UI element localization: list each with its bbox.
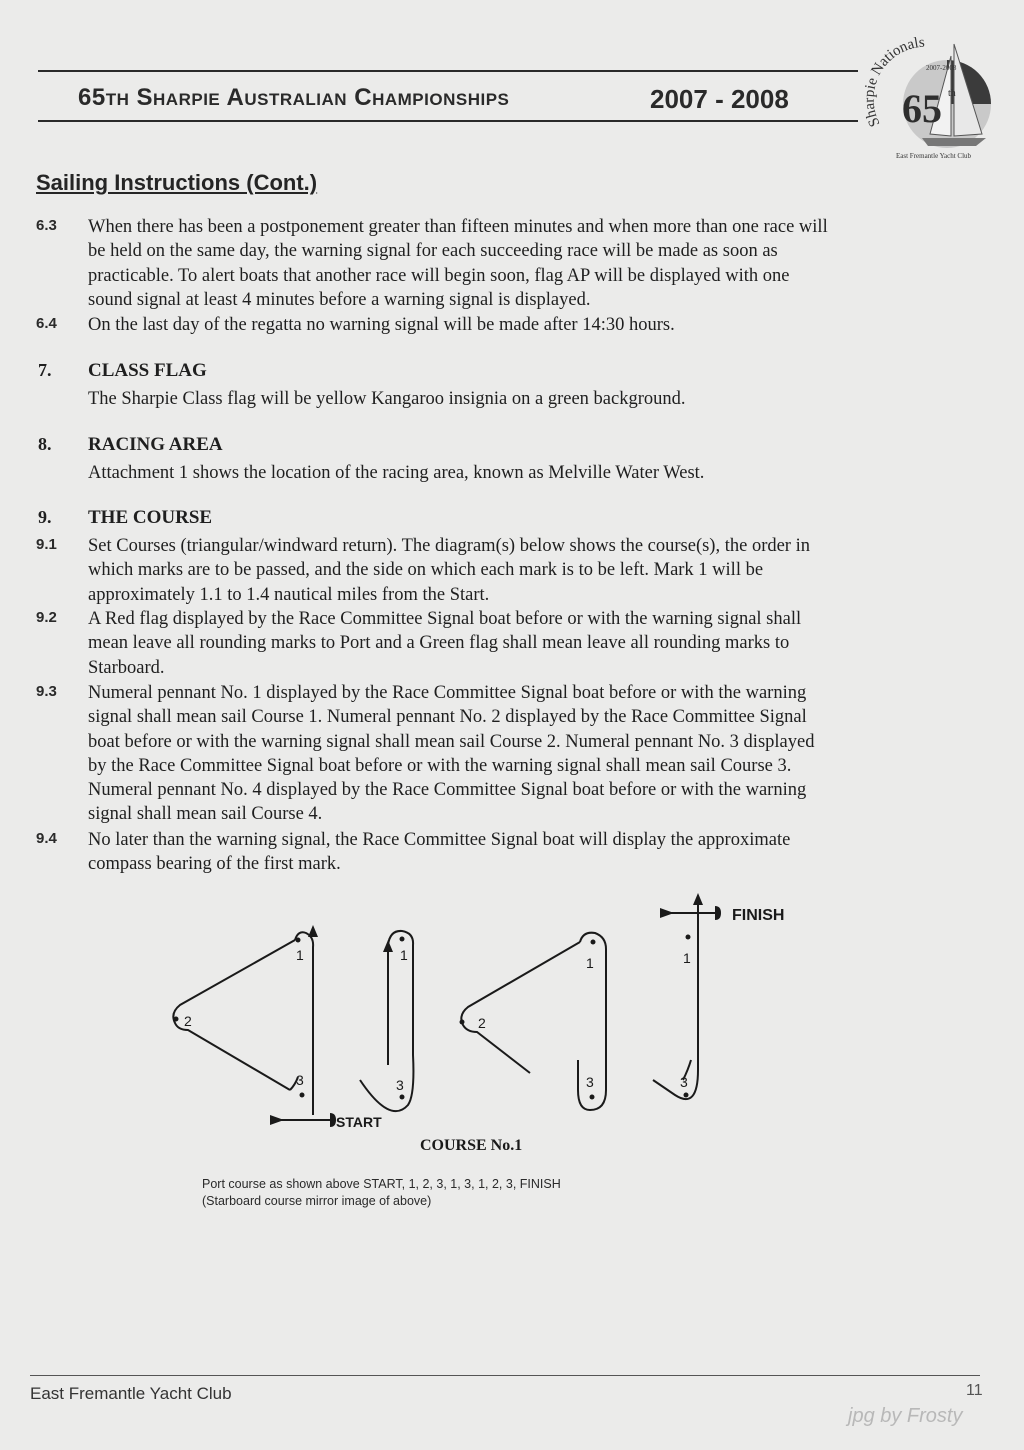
text-line: A Red flag displayed by the Race Committee Signal boat before or with the warning signal shall <box>88 609 802 629</box>
text-line: which marks are to be passed, and the side on which each mark is to be left. Mark 1 will be <box>88 560 764 581</box>
footer-rule <box>30 1375 980 1376</box>
text-line: boat before or with the warning signal shall mean sail Course 2. Numeral pennant No. 3 displayed <box>88 731 815 752</box>
logo-number-suffix: th <box>948 88 956 99</box>
text-line: No later than the warning signal, the Race Committee Signal boat will display the approximate <box>88 830 791 850</box>
item-9-4-text <box>88 828 948 877</box>
logo-number: 65 <box>902 86 942 131</box>
item-number: 8. <box>38 434 52 454</box>
text-line: Numeral pennant No. 4 displayed by the Race Committee Signal boat before or with the warning <box>88 780 807 801</box>
start-pin-icon <box>270 1115 284 1125</box>
mark-label-3: 3 <box>296 1072 304 1088</box>
header-rule-top <box>38 70 858 72</box>
course-note-line-1: Port course as shown above START, 1, 2, 3, 1, 3, 1, 2, 3, FINISH <box>202 1177 561 1191</box>
mark-label-3: 3 <box>396 1077 404 1093</box>
text-line: Numeral pennant No. 1 displayed by the Race Committee Signal boat before or with the warning <box>88 683 807 703</box>
text-line: be held on the same day, the warning signal for each succeeding race will be made as soon as <box>88 241 778 262</box>
logo-club-name: East Fremantle Yacht Club <box>896 152 972 160</box>
item-number: 9. <box>38 507 52 527</box>
arrow-head <box>693 893 703 905</box>
logo-arc-text: Sharpie Nationals <box>862 36 926 130</box>
mark-label-2: 2 <box>184 1013 192 1029</box>
watermark: jpg by Frosty <box>848 1405 963 1427</box>
item-heading: CLASS FLAG <box>88 360 207 381</box>
text-line: The Sharpie Class flag will be yellow Kangaroo insignia on a green background. <box>88 389 686 409</box>
text-line: signal shall mean sail Course 1. Numeral pennant No. 2 displayed by the Race Committee Signal <box>88 707 807 728</box>
item-number: 9.2 <box>36 609 57 626</box>
course-caption: COURSE No.1 <box>420 1137 523 1154</box>
item-number: 9.4 <box>36 830 57 847</box>
logo-years: 2007-2008 <box>926 64 957 72</box>
mark-label-1: 1 <box>400 947 408 963</box>
item-9-1-text <box>88 534 948 607</box>
item-6-3-text <box>88 215 948 312</box>
item-heading: RACING AREA <box>88 434 223 455</box>
finish-boat-icon <box>715 906 721 920</box>
section-heading: Sailing Instructions (Cont.) <box>36 170 318 195</box>
text-line: mean leave all rounding marks to Port and a Green flag shall mean leave all rounding marks to <box>88 633 790 654</box>
text-line: practicable. To alert boats that another race will begin soon, flag AP will be displayed with one <box>88 265 790 286</box>
mark-label-1: 1 <box>296 947 304 963</box>
header-rule-bottom <box>38 120 858 122</box>
mark-label-3: 3 <box>680 1074 688 1090</box>
footer-club-name: East Fremantle Yacht Club <box>30 1384 232 1403</box>
mark-label-1: 1 <box>586 955 594 971</box>
course-diagram <box>150 885 830 1180</box>
text-line: On the last day of the regatta no warning signal will be made after 14:30 hours. <box>88 315 675 335</box>
text-line: sound signal at least 4 minutes before a warning signal is displayed. <box>88 289 591 310</box>
text-line: When there has been a postponement greater than fifteen minutes and when more than one race will <box>88 217 828 237</box>
arrow-head <box>383 940 393 952</box>
item-8-text <box>88 461 948 485</box>
item-7-text <box>88 387 948 411</box>
item-number: 9.3 <box>36 683 57 700</box>
text-line: approximately 1.1 to 1.4 nautical miles from the Start. <box>88 584 490 605</box>
text-line: by the Race Committee Signal boat before or with the warning signal shall mean sail Course 3. <box>88 755 792 776</box>
start-label: START <box>336 1114 382 1130</box>
text-line: signal shall mean sail Course 4. <box>88 804 323 825</box>
page-header-title: 65th Sharpie Australian Championships <box>78 84 510 111</box>
finish-label: FINISH <box>732 907 785 924</box>
page-number: 11 <box>966 1382 983 1399</box>
item-9-2-text <box>88 607 948 680</box>
text-line: Starboard. <box>88 657 165 678</box>
item-number: 6.4 <box>36 315 57 332</box>
mark-label-3: 3 <box>586 1074 594 1090</box>
item-6-4-text <box>88 313 948 337</box>
item-9-3-text <box>88 681 948 827</box>
finish-pin-icon <box>660 908 674 918</box>
arrow-head <box>308 925 318 937</box>
mark-label-1: 1 <box>683 950 691 966</box>
text-line: Attachment 1 shows the location of the racing area, known as Melville Water West. <box>88 463 705 483</box>
text-line: Set Courses (triangular/windward return). The diagram(s) below shows the course(s), the order in <box>88 536 810 556</box>
page-header-years: 2007 - 2008 <box>650 84 789 114</box>
item-number: 9.1 <box>36 536 57 553</box>
text-line: compass bearing of the first mark. <box>88 854 341 875</box>
item-heading: THE COURSE <box>88 507 213 528</box>
nationals-logo <box>862 36 1002 162</box>
item-number: 6.3 <box>36 217 57 234</box>
course-note-line-2: (Starboard course mirror image of above) <box>202 1194 432 1208</box>
mark-label-2: 2 <box>478 1015 486 1031</box>
item-number: 7. <box>38 360 52 380</box>
